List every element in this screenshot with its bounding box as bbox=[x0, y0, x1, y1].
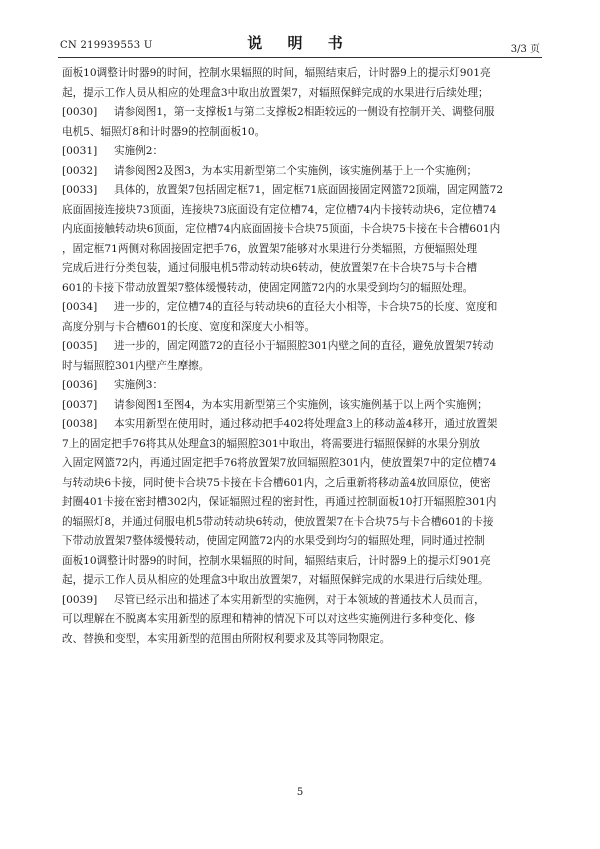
line-text: 高度分别与卡合槽601的长度、宽度和深度大小相等。 bbox=[62, 320, 316, 333]
paragraph-number: [0034] bbox=[62, 301, 98, 313]
text-line bbox=[62, 298, 538, 318]
paragraph-number: [0035] bbox=[62, 340, 98, 352]
text-line bbox=[62, 259, 538, 279]
paragraph-number: [0030] bbox=[62, 106, 98, 118]
text-line bbox=[62, 84, 538, 104]
line-text: 改、替换和变型，本实用新型的范围由所附权利要求及其等同物限定。 bbox=[62, 632, 391, 645]
line-text: 面板10调整计时器9的时间，控制水果辐照的时间，辐照结束后，计时器9上的提示灯901亮 bbox=[62, 554, 491, 567]
line-text: 请参阅图1，第一支撑板1与第二支撑板2相距较远的一侧设有控制开关、调整伺服 bbox=[114, 106, 495, 118]
body-text bbox=[62, 64, 538, 649]
page-indicator: 3/3 页 bbox=[510, 44, 540, 55]
text-line bbox=[62, 435, 538, 455]
line-text: 可以理解在不脱离本实用新型的原理和精神的情况下可以对这些实施例进行多种变化、修 bbox=[62, 613, 476, 625]
text-line bbox=[62, 376, 538, 396]
line-text: 的辐照灯8，并通过伺服电机5带动转动块6转动，使放置架7在卡合块75与卡合槽601的卡接 bbox=[62, 515, 494, 528]
paragraph-number: [0036] bbox=[62, 379, 98, 391]
paragraph-number: [0037] bbox=[62, 398, 98, 411]
text-line bbox=[62, 123, 538, 143]
text-line bbox=[62, 591, 538, 611]
paragraph-number: [0039] bbox=[62, 593, 98, 606]
text-line bbox=[62, 162, 538, 182]
line-text: 起，提示工作人员从相应的处理盒3中取出放置架7，对辐照保鲜完成的水果进行后续处理； bbox=[62, 86, 489, 99]
paragraph-number: [0033] bbox=[62, 184, 98, 196]
line-text: 请参阅图2及图3，为本实用新型第二个实施例，该实施例基于上一个实施例； bbox=[114, 164, 478, 177]
line-text: 601的卡接下带动放置架7整体缓慢转动，使固定网篮72内的水果受到均匀的辐照处理。 bbox=[62, 281, 474, 294]
line-text: 内底面接触转动块6顶面，定位槽74内底面固接卡合块75顶面，卡合块75卡接在卡合槽601内 bbox=[62, 223, 501, 235]
text-line bbox=[62, 103, 538, 123]
text-line bbox=[62, 415, 538, 435]
line-text: 尽管已经示出和描述了本实用新型的实施例，对于本领域的普通技术人员而言， bbox=[114, 593, 485, 606]
text-line bbox=[62, 337, 538, 357]
page-number: 5 bbox=[296, 787, 304, 798]
text-line bbox=[62, 142, 538, 162]
line-text: 完成后进行分类包装，通过伺服电机5带动转动块6转动，使放置架7在卡合块75与卡合槽 bbox=[62, 262, 478, 274]
line-text: 实施例2： bbox=[114, 145, 164, 157]
text-line bbox=[62, 532, 538, 552]
text-line bbox=[62, 474, 538, 494]
line-text: 面板10调整计时器9的时间，控制水果辐照的时间，辐照结束后，计时器9上的提示灯901亮 bbox=[62, 67, 491, 79]
text-line bbox=[62, 240, 538, 260]
text-line bbox=[62, 630, 538, 650]
paragraph-number: [0038] bbox=[62, 418, 98, 430]
text-line bbox=[62, 513, 538, 533]
text-line bbox=[62, 396, 538, 416]
line-text: 请参阅图1至图4，为本实用新型第三个实施例，该实施例基于以上两个实施例； bbox=[114, 398, 488, 411]
line-text: 时与辐照腔301内壁产生摩擦。 bbox=[62, 359, 210, 372]
line-text: 封圈401卡接在密封槽302内，保证辐照过程的密封性，再通过控制面板10打开辐照腔301内 bbox=[62, 496, 497, 508]
text-line bbox=[62, 493, 538, 513]
line-text: 进一步的，固定网篮72的直径小于辐照腔301内壁之间的直径，避免放置架7转动 bbox=[114, 340, 494, 352]
text-line bbox=[62, 454, 538, 474]
line-text: 进一步的，定位槽74的直径与转动块6的直径大小相等，卡合块75的长度、宽度和 bbox=[114, 301, 498, 313]
text-line bbox=[62, 201, 538, 221]
text-line bbox=[62, 318, 538, 338]
paragraph-number: [0032] bbox=[62, 164, 98, 177]
text-line bbox=[62, 64, 538, 84]
text-line bbox=[62, 181, 538, 201]
line-text: 本实用新型在使用时，通过移动把手402将处理盒3上的移动盖4移开，通过放置架 bbox=[114, 418, 498, 430]
page-header bbox=[58, 32, 542, 54]
text-line bbox=[62, 357, 538, 377]
line-text: 具体的，放置架7包括固定框71，固定框71底面固接固定网篮72顶端，固定网篮72 bbox=[114, 184, 504, 196]
publication-number: CN 219939553 U bbox=[60, 40, 153, 51]
line-text: 实施例3： bbox=[114, 379, 164, 391]
line-text: 底面固接连接块73顶面，连接块73底面设有定位槽74，定位槽74内卡接转动块6，定位槽74 bbox=[62, 203, 497, 216]
line-text: 与转动块6卡接，同时使卡合块75卡接在卡合槽601内，之后重新将移动盖4放回原位，使密 bbox=[62, 476, 491, 489]
text-line bbox=[62, 571, 538, 591]
line-text: ，固定框71两侧对称固接固定把手76，放置架7能够对水果进行分类辐照，方便辐照处理 bbox=[62, 242, 478, 255]
text-line bbox=[62, 220, 538, 240]
line-text: 电机5、辐照灯8和计时器9的控制面板10。 bbox=[62, 125, 266, 138]
document-title: 说 明 书 bbox=[247, 34, 353, 52]
text-line bbox=[62, 552, 538, 572]
text-line bbox=[62, 279, 538, 299]
text-line bbox=[62, 610, 538, 630]
line-text: 下带动放置架7整体缓慢转动，使固定网篮72内的水果受到均匀的辐照处理，同时通过控制 bbox=[62, 535, 485, 547]
line-text: 起，提示工作人员从相应的处理盒3中取出放置架7，对辐照保鲜完成的水果进行后续处理。 bbox=[62, 574, 489, 586]
line-text: 入固定网篮72内，再通过固定把手76将放置架7放回辐照腔301内，使放置架7中的定位槽74 bbox=[62, 457, 497, 469]
line-text: 7上的固定把手76将其从处理盒3的辐照腔301中取出，将需要进行辐照保鲜的水果分别放 bbox=[62, 437, 480, 450]
header-divider bbox=[58, 57, 542, 58]
paragraph-number: [0031] bbox=[62, 145, 98, 157]
